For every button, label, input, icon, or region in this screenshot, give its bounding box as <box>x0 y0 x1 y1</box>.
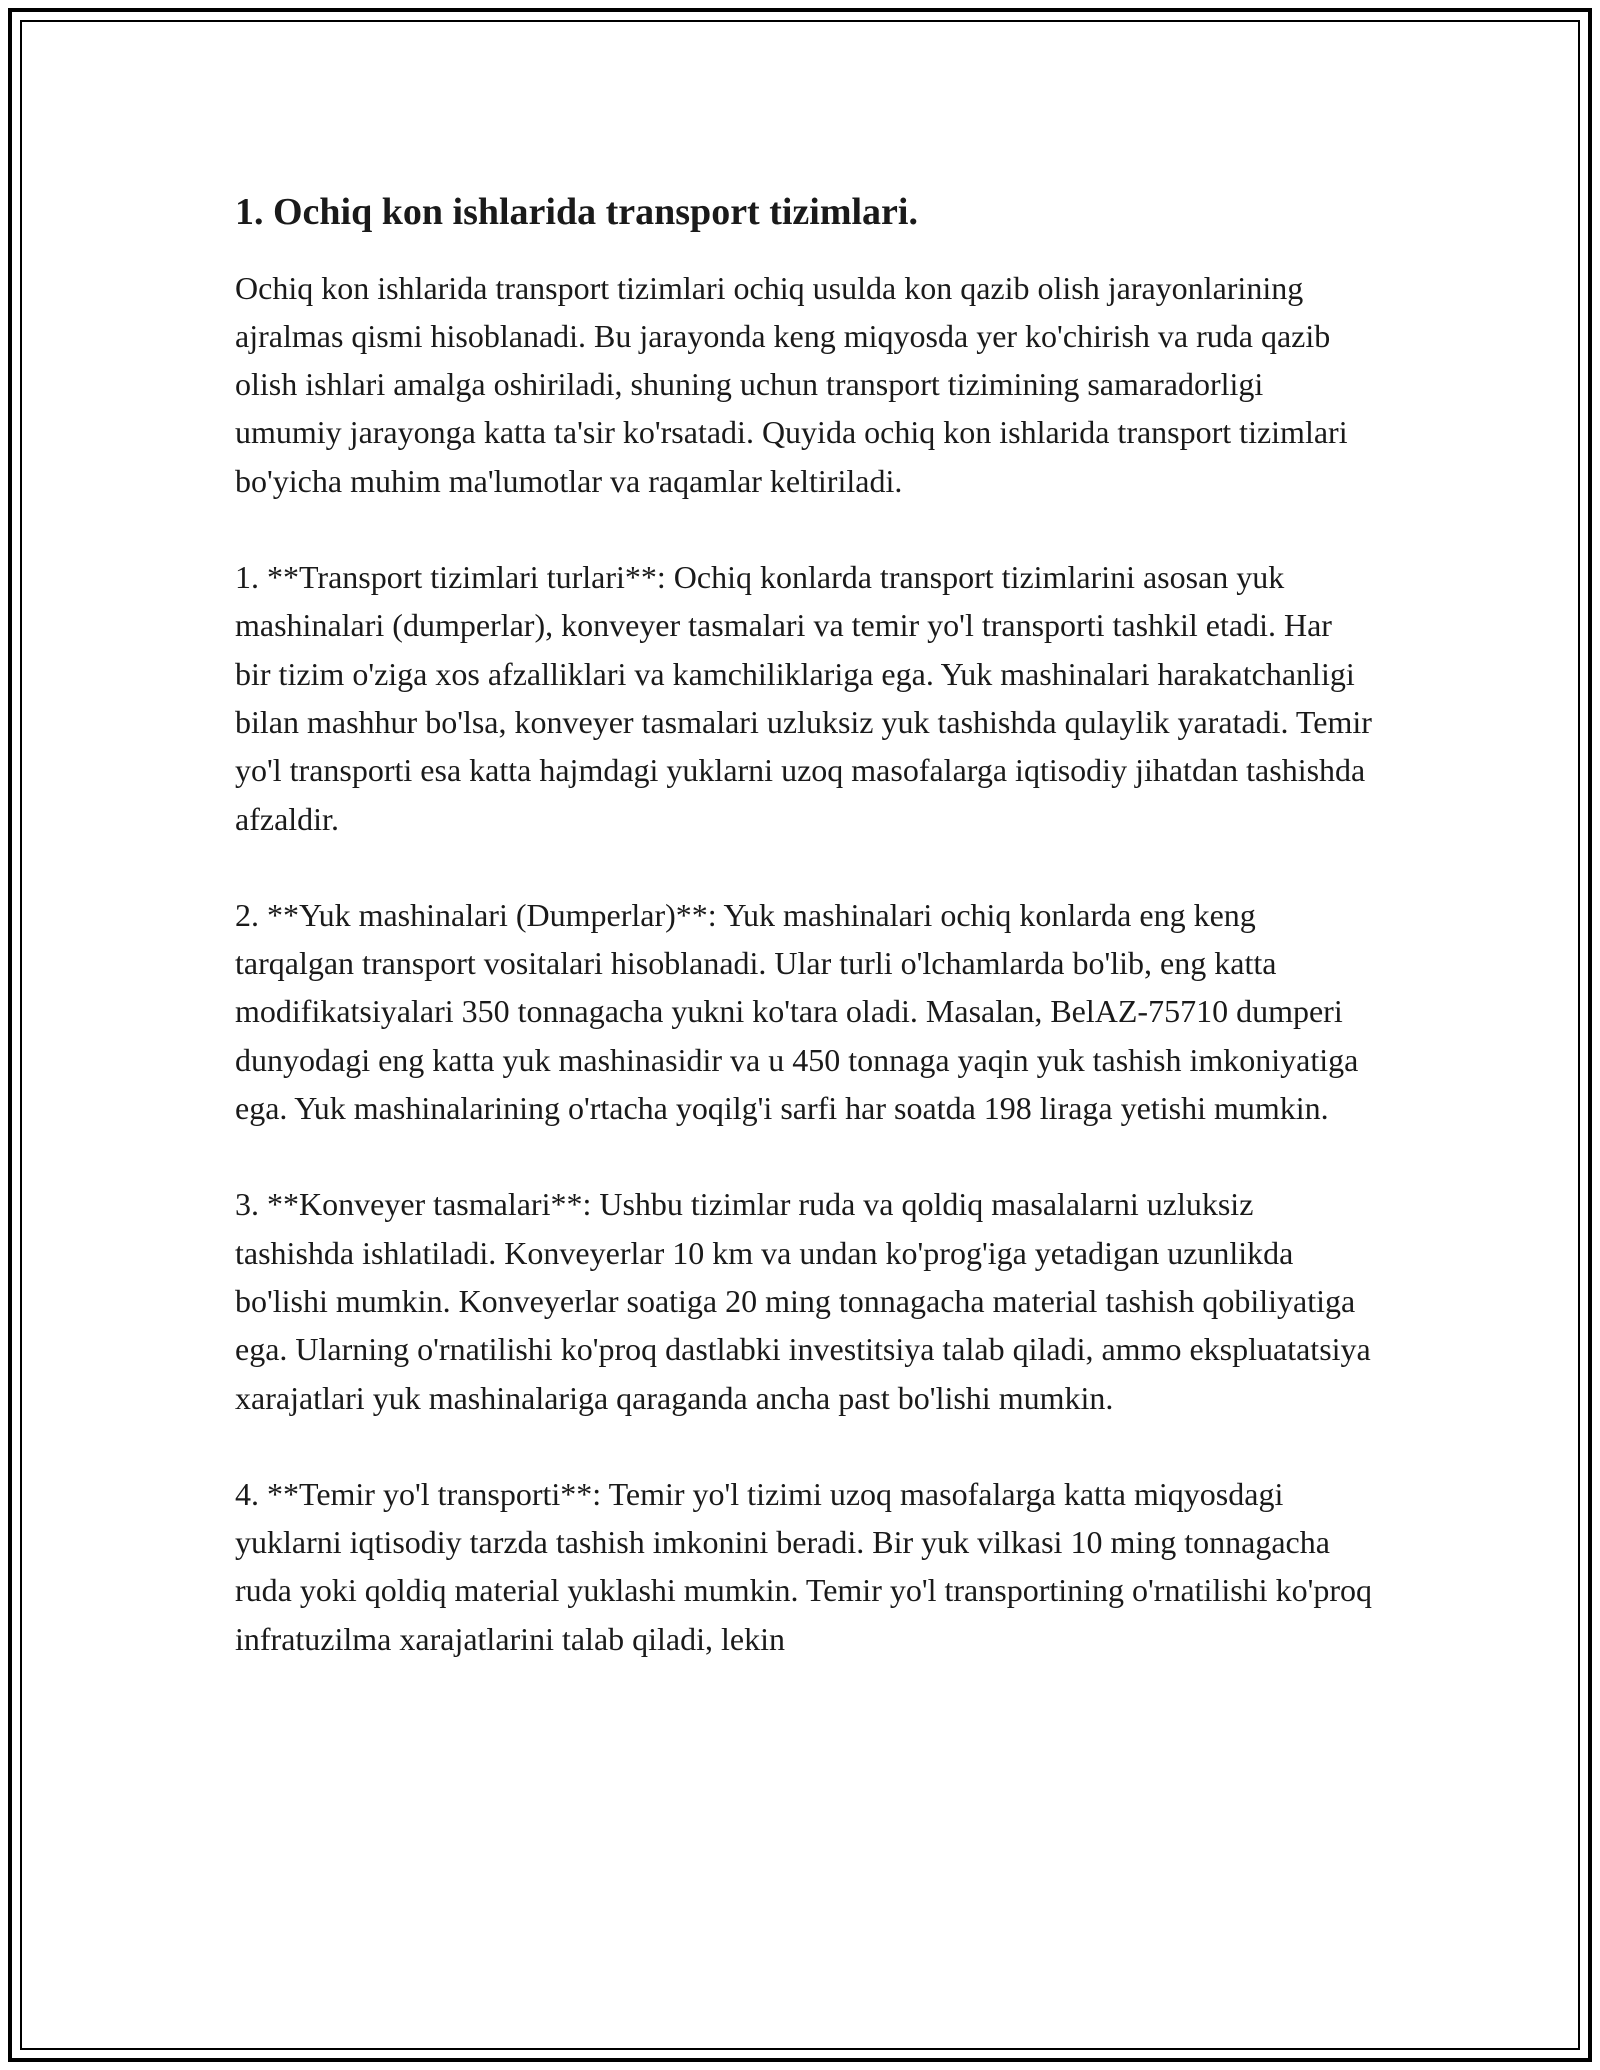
paragraph-intro: Ochiq kon ishlarida transport tizimlari ochiq usulda kon qazib olish jarayonlarining ajralmas qismi hisoblanadi. Bu jarayonda keng miqyosda yer ko'chirish va ruda qazib olish ishlari amalga oshiriladi, shuning uchun transport tizimining samaradorligi umumiy jarayonga katta ta'sir ko'rsatadi. Quyida ochiq kon ishlarida transport tizimlari bo'yicha muhim ma'lumotlar va raqamlar keltiriladi. <box>235 269 1348 499</box>
document-title: 1. Ochiq kon ishlarida transport tizimlari. <box>235 191 918 233</box>
paragraph-dump-trucks: 2. **Yuk mashinalari (Dumperlar)**: Yuk mashinalari ochiq konlarda eng keng tarqalgan transport vositalari hisoblanadi. Ular turli o'lchamlarda bo'lib, eng katta modifikatsiyalari 350 tonnagacha yukni ko'tara oladi. Masalan, BelAZ-75710 dumperi dunyodagi eng katta yuk mashinasidir va u 450 tonnaga yaqin yuk tashish imkoniyatiga ega. Yuk mashinalarining o'rtacha yoqilg'i sarfi har soatda 198 liraga yetishi mumkin. <box>235 896 1359 1127</box>
document-page <box>235 190 1375 1711</box>
paragraph-transport-types: 1. **Transport tizimlari turlari**: Ochiq konlarda transport tizimlarini asosan yuk mashinalari (dumperlar), konveyer tasmalari va temir yo'l transporti tashkil etadi. Har bir tizim o'ziga xos afzalliklari va kamchiliklariga ega. Yuk mashinalari harakatchanligi bilan mashhur bo'lsa, konveyer tasmalari uzluksiz yuk tashishda qulaylik yaratadi. Temir yo'l transporti esa katta hajmdagi yuklarni uzoq masofalarga iqtisodiy jihatdan tashishda afzaldir. <box>235 559 1372 837</box>
paragraph-conveyor-belts: 3. **Konveyer tasmalari**: Ushbu tizimlar ruda va qoldiq masalalarni uzluksiz tashishda ishlatiladi. Konveyerlar 10 km va undan ko'prog'iga yetadigan uzunlikda bo'lishi mumkin. Konveyerlar soatiga 20 ming tonnagacha material tashish qobiliyatiga ega. Ularning o'rnatilishi ko'proq dastlabki investitsiya talab qiladi, ammo ekspluatatsiya xarajatlari yuk mashinalariga qaraganda ancha past bo'lishi mumkin. <box>235 1186 1371 1416</box>
paragraph-railway: 4. **Temir yo'l transporti**: Temir yo'l tizimi uzoq masofalarga katta miqyosdagi yuklarni iqtisodiy tarzda tashish imkonini beradi. Bir yuk vilkasi 10 ming tonnagacha ruda yoki qoldiq material yuklashi mumkin. Temir yo'l transportining o'rnatilishi ko'proq infratuzilma xarajatlarini talab qiladi, lekin <box>235 1475 1372 1657</box>
